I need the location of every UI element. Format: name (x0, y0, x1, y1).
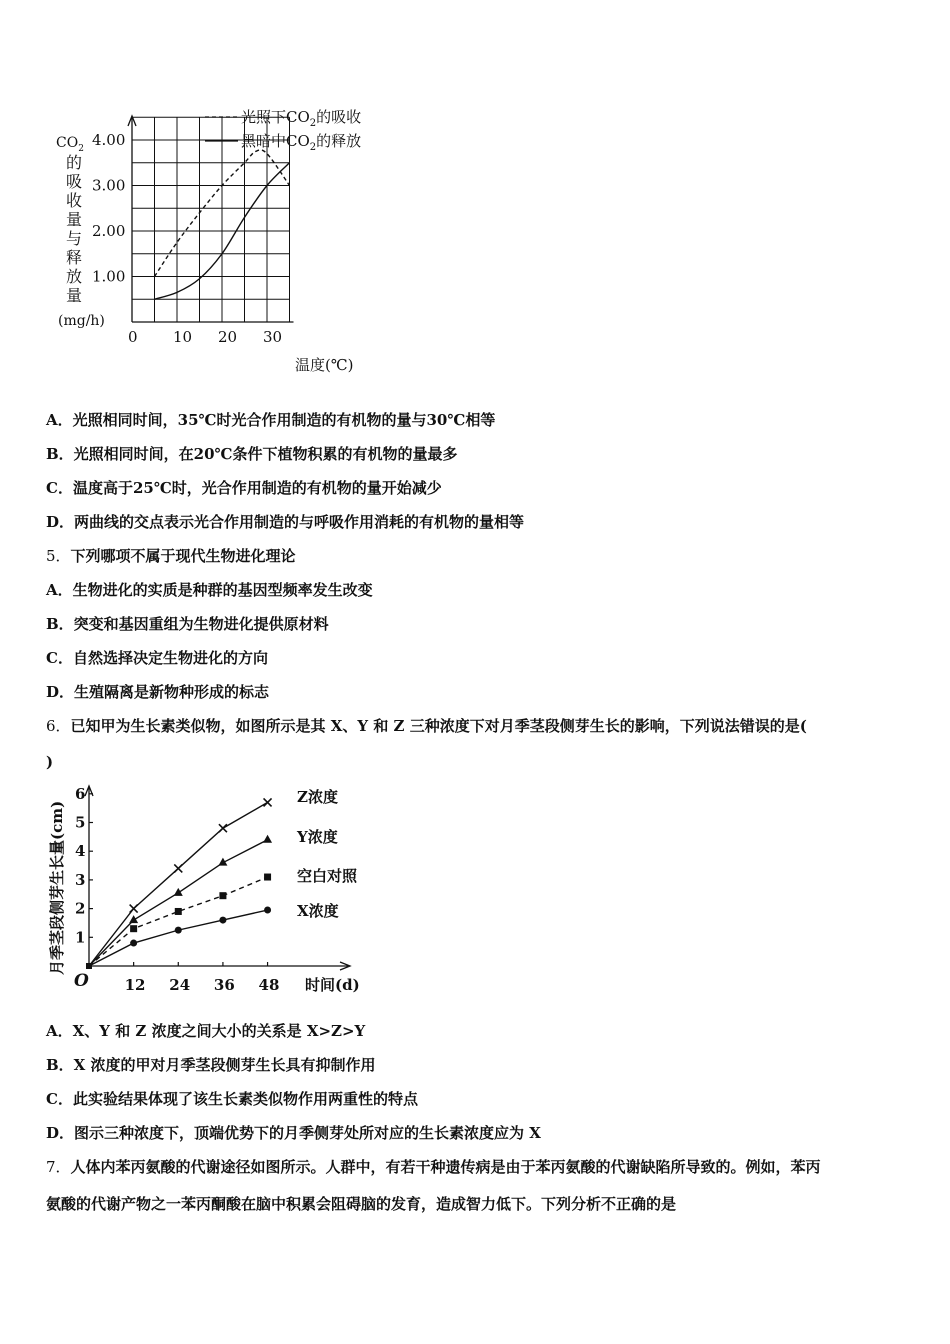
q7-number: 7． (46, 1158, 71, 1176)
chart1-ylabel-co2: $CO_2$ (56, 135, 84, 154)
data-point-square-marker (130, 925, 137, 932)
data-point-triangle-marker (174, 888, 183, 896)
y-tick-label: 1 (75, 928, 86, 947)
y-tick-label: 2.00 (92, 222, 126, 240)
q6-number: 6． (46, 717, 71, 735)
q4-option-d[interactable]: D．两曲线的交点表示光合作用制造的与呼吸作用消耗的有机物的量相等 (46, 513, 525, 531)
y-tick-label: 4.00 (92, 131, 126, 149)
y-tick-label: 5 (75, 813, 86, 832)
origin-point (86, 963, 92, 969)
ylabel-char: 与 (66, 229, 83, 248)
series-line (89, 802, 268, 966)
data-point-circle-marker (264, 907, 271, 914)
data-point-x-marker (219, 824, 227, 832)
series-line (89, 840, 268, 966)
data-point-circle-marker (175, 927, 182, 934)
chart1-xlabel: 温度(℃) (295, 356, 354, 374)
chart2-origin-label: O (74, 971, 89, 991)
x-tick-label: 48 (258, 976, 280, 994)
x-tick-label: 10 (173, 328, 193, 346)
data-point-x-marker (264, 798, 272, 806)
q7-stem-line2: 氨酸的代谢产物之一苯丙酮酸在脑中积累会阻碍脑的发育，造成智力低下。下列分析不正确的是 (46, 1195, 677, 1213)
x-tick-label: 36 (213, 976, 235, 994)
q5-stem-text: 下列哪项不属于现代生物进化理论 (70, 547, 296, 565)
data-point-circle-marker (130, 940, 137, 947)
ylabel-char: 释 (66, 248, 83, 267)
chart1-ylabel-unit: (mg/h) (58, 313, 105, 329)
ylabel-char: 吸 (66, 172, 83, 191)
q5-number: 5． (46, 547, 71, 565)
chart2-ylabel: 月季茎段侧芽生长量(cm) (48, 800, 66, 975)
q5-option-b[interactable]: B．突变和基因重组为生物进化提供原材料 (46, 615, 329, 633)
ylabel-char: 放 (66, 267, 83, 286)
legend-release-label: 黑暗中$CO_2$的释放 (241, 132, 362, 153)
q7-stem-line1 (46, 1157, 821, 1177)
q6-stem-text: 已知甲为生长素类似物，如图所示是其 X、Y 和 Z 三种浓度下对月季茎段侧芽生长的影响，下列说法错误的是( (70, 717, 807, 735)
data-point-square-marker (175, 908, 182, 915)
co2-temperature-chart (40, 100, 420, 385)
legend-absorb-label: 光照下$CO_2$的吸收 (241, 108, 362, 129)
q4-option-b[interactable]: B．光照相同时间，在20℃条件下植物积累的有机物的量最多 (46, 445, 458, 463)
data-point-square-marker (264, 874, 271, 881)
y-tick-label: 3 (75, 870, 86, 889)
chart2-series (86, 798, 272, 969)
series-label: Y浓度 (297, 828, 338, 846)
chart2-xlabel: 时间(d) (305, 976, 360, 994)
ylabel-char: 量 (66, 286, 83, 305)
q4-option-c[interactable]: C．温度高于25℃时，光合作用制造的有机物的量开始减少 (46, 479, 442, 497)
q7-line1-text: 人体内苯丙氨酸的代谢途径如图所示。人群中，有若干种遗传病是由于苯丙氨酸的代谢缺陷所导致的。例如，苯丙 (70, 1158, 821, 1176)
y-tick-label: 3.00 (92, 176, 126, 195)
y-tick-label: 2 (75, 899, 86, 918)
q6-stem (46, 716, 807, 736)
x-tick-label: 24 (169, 976, 191, 994)
data-point-x-marker (174, 864, 182, 872)
data-point-x-marker (130, 905, 138, 913)
q6-option-a[interactable]: A．X、Y 和 Z 浓度之间大小的关系是 X>Z>Y (46, 1022, 366, 1040)
bud-growth-chart (40, 780, 400, 1005)
data-point-triangle-marker (263, 835, 272, 843)
y-tick-label: 1.00 (92, 267, 126, 286)
data-point-triangle-marker (129, 915, 138, 923)
q6-option-c[interactable]: C．此实验结果体现了该生长素类似物作用两重性的特点 (46, 1090, 418, 1108)
x-tick-label: 20 (218, 328, 238, 346)
ylabel-char: 量 (66, 210, 83, 229)
q5-option-d[interactable]: D．生殖隔离是新物种形成的标志 (46, 683, 270, 701)
x-tick-label: 30 (263, 328, 283, 346)
data-point-square-marker (219, 892, 226, 899)
series-label: 空白对照 (297, 867, 358, 885)
ylabel-char: 收 (66, 191, 83, 210)
q6-stem-end: ) (46, 753, 54, 771)
q5-option-a[interactable]: A．生物进化的实质是种群的基因型频率发生改变 (46, 581, 373, 599)
chart1-ylabel (66, 153, 82, 305)
x-tick-label: 12 (124, 976, 146, 994)
q5-option-c[interactable]: C．自然选择决定生物进化的方向 (46, 649, 268, 667)
y-tick-label: 4 (75, 842, 86, 861)
series-label: X浓度 (297, 902, 339, 920)
ylabel-char: 的 (66, 153, 83, 172)
chart2-labels (75, 785, 358, 994)
y-tick-label: 6 (75, 784, 86, 803)
q6-option-b[interactable]: B．X 浓度的甲对月季茎段侧芽生长具有抑制作用 (46, 1056, 376, 1074)
q6-option-d[interactable]: D．图示三种浓度下，顶端优势下的月季侧芽处所对应的生长素浓度应为 X (46, 1124, 541, 1142)
series-label: Z浓度 (297, 788, 338, 806)
q5-stem (46, 546, 296, 566)
data-point-circle-marker (219, 917, 226, 924)
q4-option-a[interactable]: A．光照相同时间，35℃时光合作用制造的有机物的量与30℃相等 (46, 411, 496, 429)
x-tick-label: 0 (128, 328, 138, 346)
